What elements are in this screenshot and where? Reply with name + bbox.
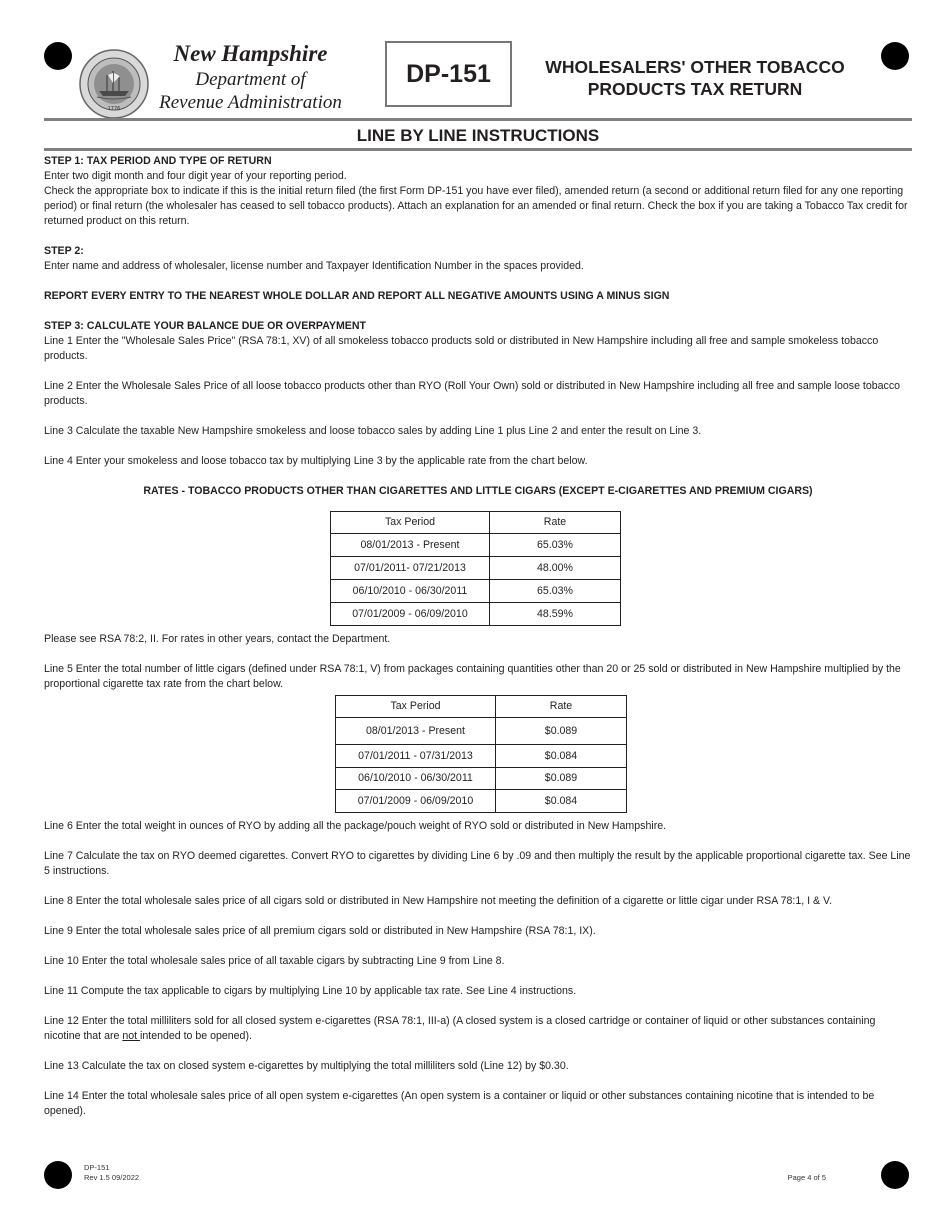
- form-title-line-1: WHOLESALERS' OTHER TOBACCO: [545, 57, 845, 77]
- step2-heading: STEP 2:: [44, 245, 84, 257]
- table-cell: $0.089: [496, 768, 627, 790]
- section-title: LINE BY LINE INSTRUCTIONS: [356, 126, 600, 145]
- footer-form-info: [84, 1163, 139, 1183]
- table-cell: 07/01/2011- 07/21/2013: [331, 557, 490, 580]
- line14-instruction: Line 14 Enter the total wholesale sales price of all open system e-cigarettes (An open system is a container or liquid or other substances containing nicotine that is intended to be opened).: [44, 1090, 875, 1117]
- table-header: Tax Period: [331, 512, 490, 534]
- footer-form-id: DP-151: [84, 1163, 110, 1172]
- svg-text:1776: 1776: [107, 106, 121, 112]
- rsa-note: Please see RSA 78:2, II. For rates in other years, contact the Department.: [44, 633, 391, 645]
- department-line-2: Revenue Administration: [159, 92, 342, 113]
- page-number: Page 4 of 5: [787, 1173, 826, 1182]
- line12-text-a: Line 12 Enter the total milliliters sold for all closed system e-cigarettes (RSA 78:1, III-a) (A closed system is a closed cartridge or container of liquid or other substances containing nicotine that are: [44, 1015, 876, 1042]
- instructions-body: [44, 154, 912, 1119]
- line11-instruction: Line 11 Compute the tax applicable to cigars by multiplying Line 10 by applicable tax rate. See Line 4 instructions.: [44, 985, 577, 997]
- step2-text: Enter name and address of wholesaler, license number and Taxpayer Identification Number in the spaces provided.: [44, 260, 584, 272]
- table-cell: 65.03%: [490, 580, 621, 603]
- table-cell: $0.084: [496, 790, 627, 813]
- line3-instruction: Line 3 Calculate the taxable New Hampshire smokeless and loose tobacco sales by adding Line 1 plus Line 2 and enter the result on Line 3.: [44, 425, 702, 437]
- report-notice: REPORT EVERY ENTRY TO THE NEAREST WHOLE DOLLAR AND REPORT ALL NEGATIVE AMOUNTS USING A MINUS SIGN: [44, 290, 670, 302]
- step3-heading: STEP 3: CALCULATE YOUR BALANCE DUE OR OVERPAYMENT: [44, 320, 366, 332]
- form-title: [525, 56, 865, 100]
- registration-mark-bottom-right: [881, 1161, 909, 1189]
- table-cell: 07/01/2011 - 07/31/2013: [336, 745, 496, 768]
- table-cell: 08/01/2013 - Present: [331, 534, 490, 557]
- table-cell: 06/10/2010 - 06/30/2011: [336, 768, 496, 790]
- footer-revision: Rev 1.5 09/2022: [84, 1173, 140, 1182]
- form-title-line-2: PRODUCTS TAX RETURN: [587, 79, 803, 99]
- header-rule-top: [44, 118, 912, 121]
- step1-text-2: Check the appropriate box to indicate if this is the initial return filed (the first Form DP-151 you have ever filed), amended return (a second or additional return filed for any one reporting period) or final return (the wholesaler has ceased to sell tobacco products). Attach an explanation for an amended or final return. Check the box if you are taking a Tobacco Tax credit for returned product on this return.: [44, 185, 908, 227]
- step1-text-1: Enter two digit month and four digit year of your reporting period.: [44, 170, 347, 182]
- table-cell: 07/01/2009 - 06/09/2010: [331, 603, 490, 626]
- line7-instruction: Line 7 Calculate the tax on RYO deemed cigarettes. Convert RYO to cigarettes by dividing Line 6 by .09 and then multiply the result by the applicable proportional cigarette tax. See Line 5 instructions.: [44, 850, 911, 877]
- line12-instruction: [44, 1014, 912, 1044]
- registration-mark-top-right: [881, 42, 909, 70]
- line4-instruction: Line 4 Enter your smokeless and loose tobacco tax by multiplying Line 3 by the applicable rate from the chart below.: [44, 455, 588, 467]
- agency-name: [148, 40, 353, 114]
- form-number-box: DP-151: [385, 41, 512, 107]
- table-cell: 07/01/2009 - 06/09/2010: [336, 790, 496, 813]
- line12-underlined-not: not: [122, 1030, 140, 1042]
- table-cell: 08/01/2013 - Present: [336, 718, 496, 745]
- line6-instruction: Line 6 Enter the total weight in ounces of RYO by adding all the package/pouch weight of RYO sold or distributed in New Hampshire.: [44, 820, 667, 832]
- little-cigar-rate-table: [335, 695, 627, 813]
- department-line-1: Department of: [195, 69, 306, 90]
- line2-instruction: Line 2 Enter the Wholesale Sales Price of all loose tobacco products other than RYO (Roll Your Own) sold or distributed in New Hampshire including all free and sample loose tobacco products.: [44, 380, 901, 407]
- header-rule-bottom: [44, 148, 912, 151]
- step1-heading: STEP 1: TAX PERIOD AND TYPE OF RETURN: [44, 155, 272, 167]
- table-cell: $0.089: [496, 718, 627, 745]
- line1-instruction: Line 1 Enter the "Wholesale Sales Price" (RSA 78:1, XV) of all smokeless tobacco products sold or distributed in New Hampshire including all free and sample smokeless tobacco products.: [44, 335, 879, 362]
- registration-mark-bottom-left: [44, 1161, 72, 1189]
- table-cell: $0.084: [496, 745, 627, 768]
- tobacco-rate-table: [330, 511, 621, 626]
- line8-instruction: Line 8 Enter the total wholesale sales price of all cigars sold or distributed in New Hampshire not meeting the definition of a cigarette or little cigar under RSA 78:1, I & V.: [44, 895, 833, 907]
- line9-instruction: Line 9 Enter the total wholesale sales price of all premium cigars sold or distributed in New Hampshire (RSA 78:1, IX).: [44, 925, 596, 937]
- state-name: New Hampshire: [173, 41, 328, 66]
- table-cell: 65.03%: [490, 534, 621, 557]
- rates-title: RATES - TOBACCO PRODUCTS OTHER THAN CIGARETTES AND LITTLE CIGARS (EXCEPT E-CIGARETTES AND PREMIUM CIGARS): [143, 485, 813, 497]
- table-header: Rate: [490, 512, 621, 534]
- table-header: Tax Period: [336, 696, 496, 718]
- table-cell: 06/10/2010 - 06/30/2011: [331, 580, 490, 603]
- line13-instruction: Line 13 Calculate the tax on closed system e-cigarettes by multiplying the total milliliters sold (Line 12) by $0.30.: [44, 1060, 569, 1072]
- registration-mark-top-left: [44, 42, 72, 70]
- line5-instruction: Line 5 Enter the total number of little cigars (defined under RSA 78:1, V) from packages containing quantities other than 20 or 25 sold or distributed in New Hampshire multiplied by the proportional cigarette tax rate from the chart below.: [44, 663, 901, 690]
- table-cell: 48.00%: [490, 557, 621, 580]
- state-seal-logo: [79, 49, 149, 119]
- table-header: Rate: [496, 696, 627, 718]
- line10-instruction: Line 10 Enter the total wholesale sales price of all taxable cigars by subtracting Line 9 from Line 8.: [44, 955, 505, 967]
- line12-text-b: intended to be opened).: [140, 1030, 252, 1042]
- table-cell: 48.59%: [490, 603, 621, 626]
